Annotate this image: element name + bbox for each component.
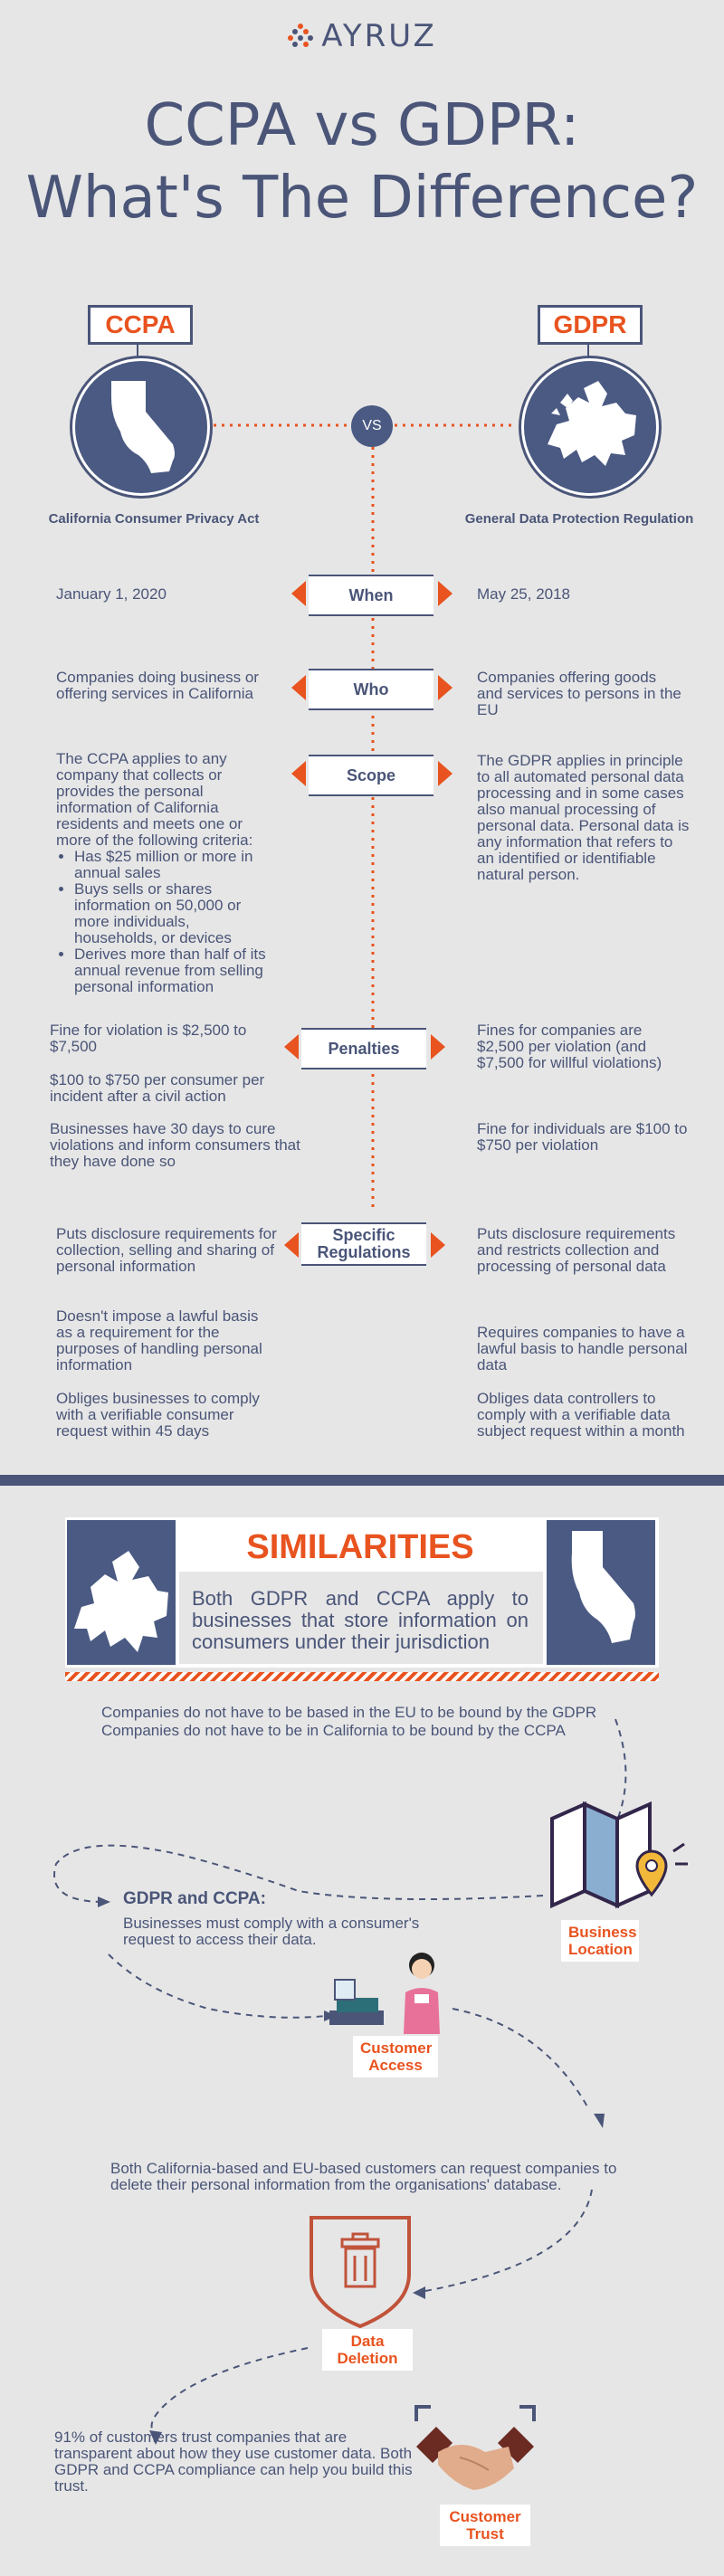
ccpa-caption: California Consumer Privacy Act [48, 511, 260, 527]
handshake-icon [407, 2401, 543, 2501]
brand-name: AYRUZ [321, 18, 437, 54]
regulations-ccpa-2: Doesn't impose a lawful basis as a requirement for the purposes of handling personal information [56, 1307, 262, 1374]
customer-trust-label-2: Trust [466, 2525, 504, 2543]
penalties-ccpa-2: $100 to $750 per consumer per incident after a civil action [50, 1071, 265, 1105]
location-text-ccpa: Companies do not have to be in California to be bound by the CCPA [101, 1722, 566, 1739]
california-map-icon [547, 1520, 655, 1665]
arrow-right-icon [438, 581, 452, 606]
access-heading: GDPR and CCPA: [123, 1889, 266, 1908]
europe-panel [67, 1520, 176, 1665]
scope-ccpa-bullet: • Has $25 million or more in annual sales [74, 849, 269, 881]
label-specific: Specific [332, 1226, 395, 1244]
data-deletion-label-2: Deletion [337, 2350, 398, 2367]
similarities-heading: SIMILARITIES [246, 1528, 474, 1566]
label-who: Who [309, 669, 433, 710]
europe-circle [521, 358, 659, 496]
ccpa-badge: CCPA [88, 305, 193, 345]
when-gdpr: May 25, 2018 [477, 585, 571, 603]
california-map-icon [75, 361, 207, 493]
label-when: When [309, 575, 433, 616]
business-location-label-1: Business [568, 1924, 637, 1941]
who-ccpa: Companies doing business or offering services in California [56, 669, 259, 702]
business-location-label-2: Location [568, 1941, 633, 1958]
regulations-gdpr-1: Puts disclosure requirements and restricts collection and processing of personal data [477, 1225, 676, 1275]
penalties-gdpr-2: Fine for individuals are $100 to $750 per violation [477, 1120, 688, 1154]
arrow-left-icon [284, 1232, 299, 1258]
striped-border [65, 1672, 659, 1681]
europe-map-icon [67, 1520, 176, 1665]
label-penalties: Penalties [301, 1028, 426, 1069]
customer-access-label-1: Customer [360, 2039, 433, 2057]
customer-access-label-2: Access [368, 2057, 423, 2074]
data-deletion-label-1: Data [350, 2333, 385, 2350]
regulations-gdpr-3: Obliges data controllers to comply with a verifiable data subject request within a month [477, 1390, 685, 1440]
california-circle [72, 358, 210, 496]
penalties-ccpa-1: Fine for violation is $2,500 to $7,500 [50, 1022, 247, 1055]
scope-gdpr: The GDPR applies in principle to all automated personal data processing and in some cases also manual processing of personal data. Personal data is any information that refers to an identified or identifiable natural person. [477, 752, 690, 883]
page-title-line2: What's The Difference? [25, 165, 699, 232]
arrow-right-icon [438, 761, 452, 786]
arrow-right-icon [431, 1034, 445, 1060]
penalties-gdpr-1: Fines for companies are $2,500 per violation (and $7,500 for willful violations) [477, 1022, 662, 1071]
customer-access-label [353, 2036, 438, 2077]
deletion-text: Both California-based and EU-based customers can request companies to delete their personal information from the organisations' database. [110, 2160, 617, 2193]
arrow-left-icon [291, 581, 306, 606]
label-specific-regulations [301, 1222, 426, 1266]
data-deletion-label [322, 2329, 413, 2371]
arrow-right-icon [438, 675, 452, 700]
folded-map-icon [548, 1801, 693, 1909]
scope-ccpa-bullet: • Derives more than half of its annual revenue from selling personal information [74, 946, 269, 995]
business-location-label [561, 1920, 639, 1962]
trash-shield-icon [308, 2212, 413, 2330]
gdpr-caption: General Data Protection Regulation [464, 511, 694, 527]
location-text [101, 1704, 662, 1740]
label-scope: Scope [309, 755, 433, 796]
access-text: Businesses must comply with a consumer's request to access their data. [123, 1915, 420, 1948]
page-title-line1: CCPA vs GDPR: [144, 92, 580, 159]
section-divider [0, 1475, 724, 1486]
customer-access-icon [328, 1947, 445, 2034]
label-regulations: Regulations [317, 1243, 411, 1261]
gdpr-badge: GDPR [538, 305, 643, 345]
arrow-left-icon [291, 761, 306, 786]
regulations-ccpa-3: Obliges businesses to comply with a verifiable consumer request within 45 days [56, 1390, 260, 1440]
similarities-summary: Both GDPR and CCPA apply to businesses that store information on consumers under their jurisdiction [192, 1587, 529, 1653]
scope-ccpa [56, 751, 269, 995]
california-panel [547, 1520, 655, 1665]
scope-ccpa-bullet: • Buys sells or shares information on 50,000 or more individuals, households, or devices [74, 881, 269, 946]
arrow-right-icon [431, 1232, 445, 1258]
arrow-left-icon [291, 675, 306, 700]
regulations-gdpr-2: Requires companies to have a lawful basis to handle personal data [477, 1324, 688, 1374]
customer-trust-label-1: Customer [449, 2508, 521, 2525]
customer-trust-label [440, 2505, 530, 2546]
location-text-gdpr: Companies do not have to be based in the EU to be bound by the GDPR [101, 1704, 597, 1721]
when-ccpa: January 1, 2020 [56, 585, 167, 603]
scope-ccpa-intro: The CCPA applies to any company that collects or provides the personal information of California residents and meets one or more of the following criteria: [56, 750, 253, 849]
penalties-ccpa-3: Businesses have 30 days to cure violations and inform consumers that they have done so [50, 1120, 300, 1170]
vs-badge: VS [351, 405, 393, 447]
who-gdpr: Companies offering goods and services to persons in the EU [477, 669, 681, 718]
trust-text: 91% of customers trust companies that are transparent about how they use customer data. Both GDPR and CCPA compliance can help you build this trust. [54, 2429, 413, 2495]
regulations-ccpa-1: Puts disclosure requirements for collection, selling and sharing of personal information [56, 1225, 277, 1275]
europe-map-icon [524, 361, 656, 493]
arrow-left-icon [284, 1034, 299, 1060]
